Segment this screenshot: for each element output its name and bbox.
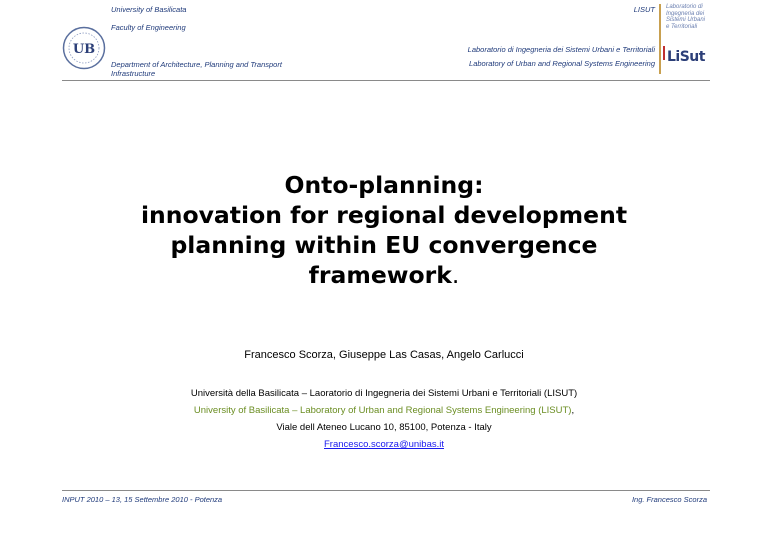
title-line-3: planning within EU convergence (170, 231, 598, 259)
lab-name-italian: Laboratorio di Ingegneria dei Sistemi Urbani e Territoriali (467, 45, 655, 54)
university-logo (62, 26, 106, 70)
footer-divider (62, 490, 710, 491)
authors: Francesco Scorza, Giuseppe Las Casas, Angelo Carlucci (244, 349, 524, 361)
university-logo-text: UB (72, 42, 96, 57)
email-row (0, 439, 768, 450)
title-line-2: innovation for regional development (140, 201, 628, 229)
lab-acronym: LISUT (633, 5, 655, 14)
title-line-4-text: framework (308, 261, 452, 289)
footer-event: INPUT 2010 – 13, 15 Settembre 2010 - Potenza (62, 495, 223, 504)
lisut-logo-word: LiSut (667, 49, 705, 65)
footer-author: Ing. Francesco Scorza (631, 495, 707, 504)
department-name-line2: Infrastructure (111, 69, 156, 78)
title-line-1: Onto-planning: (284, 171, 484, 199)
email-link[interactable]: Francesco.scorza@unibas.it (324, 439, 444, 450)
slide-title (84, 170, 684, 290)
lab-name-english: Laboratory of Urban and Regional Systems Engineering (469, 59, 655, 68)
address: Viale dell Ateneo Lucano 10, 85100, Potenza - Italy (276, 422, 492, 433)
university-name: University of Basilicata (111, 5, 187, 14)
lisut-logo-caption-4: e Territoriali (666, 23, 698, 30)
affiliation-english-comma: , (571, 405, 575, 416)
department-name-line1: Department of Architecture, Planning and Transport (111, 60, 282, 69)
header-divider (62, 80, 710, 81)
affiliation-english-text: University of Basilicata – Laboratory of Urban and Regional Systems Engineering (LISUT) (193, 405, 572, 416)
lisut-logo-caption-2: Ingegneria dei (666, 10, 705, 17)
affiliation-italian: Università della Basilicata – Laoratorio di Ingegneria dei Sistemi Urbani e Territoriali (LISUT) (190, 388, 578, 399)
affiliation-english (0, 405, 768, 416)
faculty-name: Faculty of Engineering (111, 23, 186, 32)
lisut-logo-caption-3: Sistemi Urbani (666, 17, 706, 23)
title-line-4 (84, 260, 684, 290)
lisut-logo-caption-1: Laboratorio di (666, 4, 703, 10)
title-period: . (451, 261, 460, 289)
lisut-logo (659, 4, 707, 74)
